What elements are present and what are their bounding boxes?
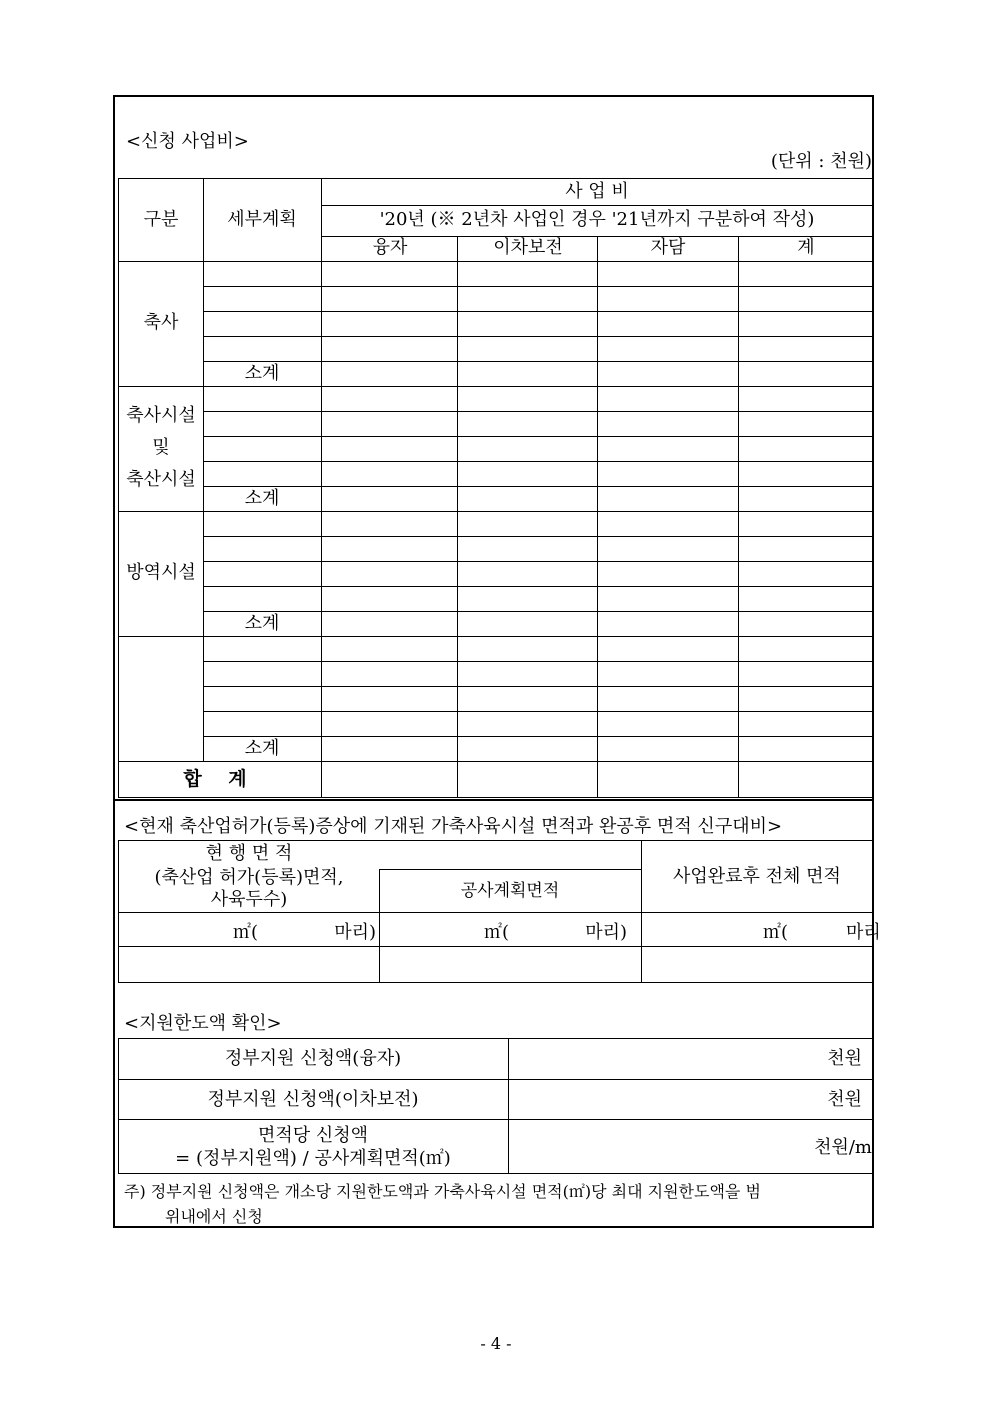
- after-area-heads: 마리: [846, 922, 881, 943]
- header-gubun: 구분: [143, 209, 179, 230]
- grid-line: [203, 736, 873, 737]
- group-label-facility-3: 축산시설: [126, 469, 196, 490]
- current-area-heads: 마리): [334, 922, 376, 943]
- interest-request-label: 정부지원 신청액(이차보전): [207, 1089, 419, 1110]
- section3-heading: <지원한도액 확인>: [124, 1013, 282, 1034]
- grid-line: [118, 261, 873, 262]
- group-label-facility-1: 축사시설: [126, 405, 196, 426]
- grid-line: [118, 1173, 873, 1174]
- grid-line: [203, 711, 873, 712]
- loan-request-label: 정부지원 신청액(융자): [224, 1048, 402, 1069]
- note-line-1: 주) 정부지원 신청액은 개소당 지원한도액과 가축사육시설 면적(㎡)당 최대 지원한도액을 범: [124, 1182, 761, 1201]
- grid-line: [597, 236, 598, 798]
- per-area-request-unit: 천원/m: [814, 1137, 872, 1158]
- loan-request-unit: 천원: [827, 1048, 862, 1069]
- per-area-request-label: 면적당 신청액: [257, 1125, 369, 1146]
- grid-line: [321, 178, 322, 798]
- grand-total-label: 합 계: [183, 768, 257, 790]
- grid-line: [203, 536, 873, 537]
- grid-line: [321, 205, 873, 206]
- current-area-m2: ㎡(: [233, 922, 259, 943]
- current-area-sub1: (축산업 허가(등록)면적,: [154, 867, 344, 888]
- grid-line: [118, 178, 873, 179]
- construction-area-label: 공사계획면적: [460, 881, 560, 901]
- grid-line: [118, 912, 873, 913]
- construction-area-m2: ㎡(: [484, 922, 510, 943]
- grid-line: [118, 797, 873, 798]
- grid-line: [118, 1038, 873, 1039]
- grid-line: [118, 946, 873, 947]
- subtotal-other: 소계: [244, 738, 280, 759]
- section2-heading: <현재 축산업허가(등록)증상에 기재된 가축사육시설 면적과 완공후 면적 신구대비>: [124, 816, 783, 837]
- grid-line: [203, 336, 873, 337]
- header-self-pay: 자담: [650, 237, 686, 258]
- group-label-quarantine: 방역시설: [126, 562, 196, 583]
- current-area-sub2: 사육두수): [210, 889, 288, 910]
- section1-heading: <신청 사업비>: [126, 131, 249, 152]
- grid-line: [379, 869, 641, 870]
- construction-area-heads: 마리): [585, 922, 627, 943]
- grid-line: [118, 636, 873, 637]
- grid-line: [118, 1079, 873, 1080]
- header-total: 계: [797, 237, 815, 258]
- grid-line: [203, 661, 873, 662]
- after-area-label: 사업완료후 전체 면적: [673, 866, 841, 887]
- grid-line: [203, 436, 873, 437]
- grid-line: [508, 1038, 509, 1173]
- grid-line: [203, 611, 873, 612]
- grid-line: [203, 311, 873, 312]
- grid-line: [203, 461, 873, 462]
- section-divider: [113, 799, 874, 801]
- subtotal-facility: 소계: [244, 488, 280, 509]
- per-area-request-formula: = (정부지원액) / 공사계획면적(㎡): [175, 1148, 451, 1169]
- header-loan: 융자: [372, 237, 408, 258]
- current-area-title: 현 행 면 적: [205, 843, 293, 864]
- unit-label: (단위 : 천원): [770, 151, 872, 172]
- grid-line: [203, 586, 873, 587]
- grid-line: [203, 486, 873, 487]
- grid-line: [118, 982, 873, 983]
- after-area-m2: ㎡(: [763, 922, 789, 943]
- header-business-cost: 사 업 비: [565, 181, 629, 202]
- header-interest-subsidy: 이차보전: [493, 237, 563, 258]
- grid-line: [203, 178, 204, 761]
- grid-line: [203, 286, 873, 287]
- grid-line: [641, 840, 642, 982]
- interest-request-unit: 천원: [827, 1089, 862, 1110]
- grid-line: [203, 361, 873, 362]
- grid-line: [203, 686, 873, 687]
- subtotal-barn: 소계: [244, 363, 280, 384]
- grid-line: [738, 236, 739, 798]
- grid-line: [118, 840, 119, 982]
- grid-line: [457, 236, 458, 798]
- header-year-note: '20년 (※ 2년차 사업인 경우 '21년까지 구분하여 작성): [379, 209, 815, 230]
- grid-line: [118, 1038, 119, 1173]
- subtotal-quarantine: 소계: [244, 613, 280, 634]
- grid-line: [118, 178, 119, 798]
- page-number: - 4 -: [480, 1334, 512, 1353]
- grid-line: [118, 840, 873, 841]
- grid-line: [203, 561, 873, 562]
- grid-line: [118, 511, 873, 512]
- grid-line: [118, 761, 873, 762]
- grid-line: [118, 1119, 873, 1120]
- header-detail-plan: 세부계획: [227, 209, 297, 230]
- grid-line: [379, 869, 380, 982]
- note-line-2: 위내에서 신청: [165, 1207, 263, 1226]
- grid-line: [203, 411, 873, 412]
- group-label-facility-2: 및: [152, 437, 170, 458]
- grid-line: [118, 386, 873, 387]
- group-label-barn: 축사: [143, 312, 179, 333]
